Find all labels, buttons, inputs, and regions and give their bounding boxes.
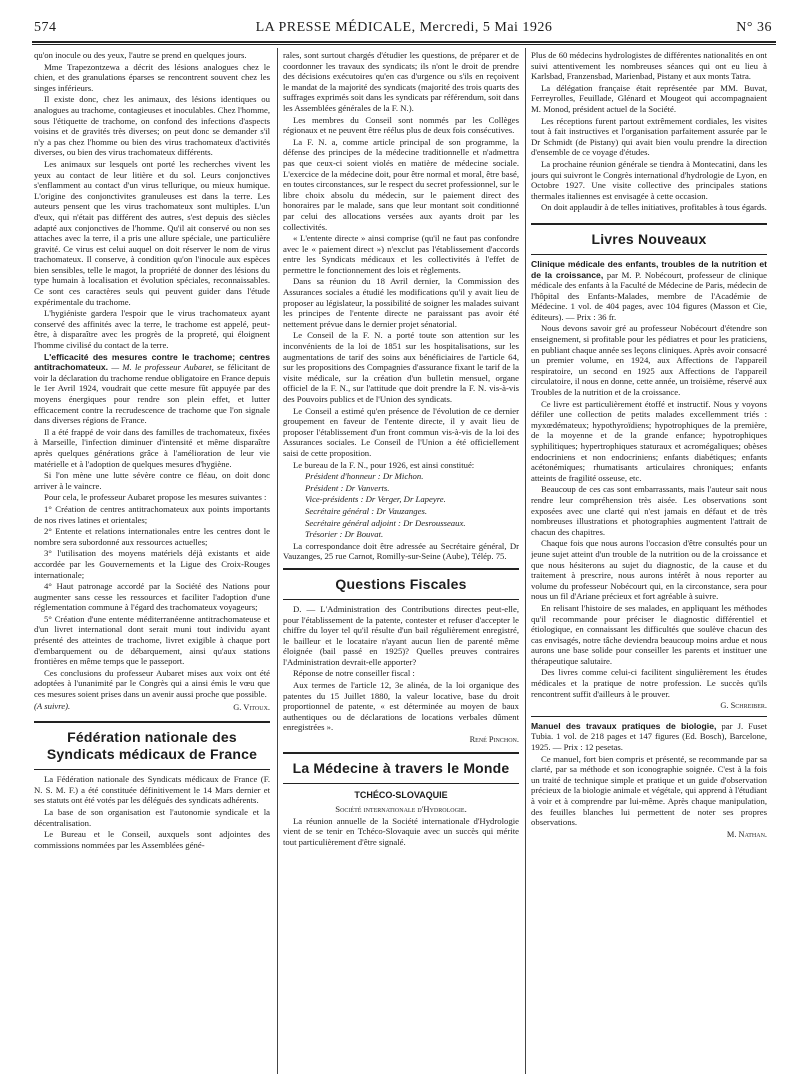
section-rule: [283, 752, 519, 754]
paragraph: Les animaux sur lesquels ont porté les recherches vivent les yeux au contact de leur litière et du sol. Leurs conjonctives s'enflamment au contact d'un virus tellurique, ou mieux humique. L'origine des conjonctivites granuleuses est dans la terre. Les auteurs pensent que les virus trachomateux sont multiples. L'un d'eux, qui n'était pas différent des autres, s'est depuis des siècles adapté aux conjonctives de l'homme. Qu'il ait conservé ou non ses attaches avec la terre, il a pris une allure spéciale, une particulière gravité. Ce virus est celui auquel on doit réserver le nom de virus trachomateux. Il conserve, à condition qu'on l'inocule aux espèces bien sensibles, telle le magot, la propriété de donner des lésions du type humain à localisation et évolution spéciales, reconnaissables. Ce sont ces caractères seuls qui peuvent guider dans l'étude expérimentale du trachome.: [34, 158, 270, 307]
paragraph: Mme Trapezontzewa a décrit des lésions analogues chez le chien, et des granulations éparses se rencontrent souvent chez les singes inférieurs.: [34, 61, 270, 93]
paragraph: La F. N. a, comme article principal de son programme, la défense des principes de la médecine traditionnelle et n'admettra pas que ceux-ci soient violés en matière de médecine sociale. L'exercice de la médecine doit, pour être normal et moral, être basé, en toutes circonstances, sur le respect du secret professionnel, sur le libre choix absolu du médecin, sur le paiement direct des honoraires par le malade, sans que leur montant soit conditionné par celui des allocations versées aux ayants droit par les collectivités.: [283, 136, 519, 232]
paragraph: Ces conclusions du professeur Aubaret mises aux voix ont été adoptées à l'unanimité par le Congrès qui a ainsi émis le vœu que ces mesures soient prises dans un avenir aussi proche que possible.: [34, 667, 270, 700]
header-rule-thin: [32, 44, 776, 45]
signature-line: [34, 701, 270, 716]
book-title: Manuel des travaux pratiques de biologie,: [531, 720, 717, 731]
column-divider-1: [277, 48, 278, 1074]
column-divider-2: [525, 48, 526, 1074]
paragraph: Ce livre est particulièrement étoffé et instructif. Nous y voyons défiler une collection de petits malades excellemment triés : myxœdémateux; hypothyroïdiens; hypotrophiques de la première, de la moyenne et de la grande enfance; hypotrophiques syphilitiques; hypertrophiques staturaux et acromégaliques; obèses endocriniens et non endocriniens; enfants diabétiques; enfants acétonémiques; rhumatisants articulaires chroniques; enfants atteints de fragilité osseuse, etc.: [531, 398, 767, 483]
paragraph: La correspondance doit être adressée au Secrétaire général, Dr Vauzanges, 25 rue Carnot, Romilly-sur-Seine (Aube), Télép. 75.: [283, 540, 519, 562]
book-entry: [531, 721, 767, 753]
paragraph: Ce manuel, fort bien compris et présenté, se recommande par sa clarté, par sa méthode et son iconographie soignée. C'est à la fois un traité de technique simple et pratique et un guide d'observation précieux de la biologie animale et végétale, qui apprend à l'étudiant à voir et à comprendre par lui-même. Après chaque manipulation, des feuilles blanches lui permettent de noter ses propres observations.: [531, 753, 767, 828]
paragraph: Réponse de notre conseiller fiscal :: [293, 668, 415, 679]
list-item: 4° Haut patronage accordé par la Société des Nations pour augmenter sans cesse les ressources et faciliter l'adoption d'une réglementation commune à l'égard des trachomateux voyageurs;: [34, 581, 270, 613]
author-mention: — M. le professeur Aubaret,: [111, 362, 214, 373]
paragraph: La base de son organisation est l'autonomie syndicale et la décentralisation.: [34, 807, 270, 828]
page-number: 574: [34, 20, 57, 35]
paragraph: La délégation française était représentée par MM. Buvat, Ferreyrolles, Feuillade, Glénard et Mougeot qui accompagnaient M. Monod, président actuel de la Société.: [531, 82, 767, 114]
section-rule: [283, 783, 519, 784]
paragraph: Des livres comme celui-ci facilitent singulièrement les études médicales et la pratique de notre profession. Le succès qu'ils rencontrent suffit d'ailleurs à le prouver.: [531, 667, 767, 699]
paragraph: « L'entente directe » ainsi comprise (qu'il ne faut pas confondre avec le « paiement direct ») n'exclut pas l'établissement d'accords entre les Syndicats médicaux et les collectivités à l'effet de permettre le fonctionnement des lois et règlements.: [283, 233, 519, 275]
list-item: 3° l'utilisation des moyens matériels déjà existants et aide accordée par les Gouvernements et la Ligue des Croix-Rouges internationale;: [34, 548, 270, 580]
subsection-title: L'efficacité des mesures contre le trachome; centres antitrachomateux.: [34, 351, 270, 373]
author-signature: M. Nathan.: [726, 829, 767, 839]
column-1: [34, 50, 270, 1070]
section-title: Questions Fiscales: [335, 575, 467, 592]
paragraph: Plus de 60 médecins hydrologistes de différentes nationalités en ont suivi attentivement les nombreuses séances qui ont eu lieu à Karlsbad, Franzensbad, Marienbad, Pistany et aux monts Tatra.: [531, 50, 767, 82]
paragraph: qu'on inocule ou des yeux, l'autre se prend en quelques jours.: [34, 50, 247, 60]
paragraph-text: se félicitant de voir la déclaration du trachome rendue obligatoire en France depuis le 1er Avril 1924, voudrait que cette mesure fût appuyée par des moyens énergiques pour rendre son plein effet, et lutter efficacement contre la recrudescence de trachome que l'on signale dans diverses régions de France.: [34, 362, 270, 426]
column-2: [283, 50, 519, 1070]
bureau-member: Secrétaire général : Dr Vauzanges.: [305, 505, 428, 516]
paragraph: Le Conseil a estimé qu'en présence de l'évolution de ce dernier groupement en faveur de l'entente directe, il y avait lieu de proposer l'établissement d'un front commun vis-à-vis de la loi des Assurances sociales. Le Conseil de l'Union a été officiellement saisi de cette proposition.: [283, 405, 519, 458]
bureau-member: Trésorier : Dr Bouvat.: [305, 529, 384, 540]
section-rule: [283, 568, 519, 570]
list-item: 5° Création d'une entente méditerranéenne antitrachomateuse et d'un livret international dont serait muni tout individu ayant présenté des atteintes de trachome, livret exigible à chaque port d'embarquement ou de débarquement, ainsi qu'aux stations frontières en même temps que le passeport.: [34, 613, 270, 667]
paragraph: L'hygiéniste gardera l'espoir que le virus trachomateux ayant conservé des affinités avec la terre, le trachome est appelé, peut-être, à disparaître avec les progrès de la propreté, qui éloignent l'homme civilisé du contact de la terre.: [34, 308, 270, 351]
author-signature: G. Vitoux.: [233, 702, 270, 712]
paragraph: Le Conseil de la F. N. a porté toute son attention sur les inconvénients de la loi de 1851 sur les hospitalisations, sur les augmentations de tarif des soins aux bénéficiaires de l'article 64, sur les propositions des Compagnies d'assurance fixant le tarif de la visite médicale, sur la création d'un bulletin mensuel, organe officiel de la F. N., sur l'attitude que doit prendre la F. N. vis-à-vis des Pouvoirs publics et de l'Union des syndicats.: [283, 330, 519, 404]
paragraph: Le Bureau et le Conseil, auxquels sont adjointes des commissions nommées par les Assemblées géné-: [34, 829, 270, 850]
paragraph: En relisant l'histoire de ses malades, en appliquant les méthodes qu'il recommande pour préciser le diagnostic différentiel et étiologique, en connaissant les difficultés que soulève chacun des cas envisagés, notre tâche deviendra beaucoup moins ardue et nous aurons une base solide pour conseiller les parents et instituer une thérapeutique salutaire.: [531, 602, 767, 666]
paragraph: Nous devons savoir gré au professeur Nobécourt d'étendre son enseignement, si profitable pour les pédiatres et pour les praticiens, en publiant chaque année ses leçons cliniques. Après avoir consacré un premier volume, en 1924, aux Affections de l'appareil respiratoire, un second en 1925 aux Affections de l'appareil circulatoire, il nous en donne, cette année, un troisième, réservé aux Troubles de la nutrition et de la croissance.: [531, 323, 767, 398]
section-title: Fédération nationale des Syndicats médicaux de France: [46, 729, 258, 763]
paragraph: Les réceptions furent partout extrêmement cordiales, les visites tout à fait instructives et l'organisation parfaitement assurée par le Dr Schmidt (de Pistany) qui avait bien voulu prendre la direction d'ensemble de ce voyage d'études.: [531, 115, 767, 158]
section-rule: [531, 223, 767, 225]
to-be-continued: (A suivre).: [34, 700, 71, 711]
society-heading: Société internationale d'Hydrologie.: [335, 804, 467, 815]
column-3: [531, 50, 767, 1070]
paragraph: Si l'on mène une lutte sévère contre ce fléau, on doit donc arriver à le vaincre.: [34, 470, 270, 491]
paragraph: Beaucoup de ces cas sont embarrassants, mais l'auteur sait nous rendre leur compréhension très aisée. Les observations sont exposées avec une clarté qui n'est jamais en défaut et de très nombreuses illustrations et photographies augmentent l'attrait de chacun des chapitres.: [531, 484, 767, 537]
header-rule: [32, 41, 776, 43]
bureau-member: Président : Dr Vanverts.: [305, 482, 390, 493]
paragraph: Il a été frappé de voir dans des familles de trachomateux, fixées à Marseille, l'infection diminuer d'intensité et même disparaître après quelques générations grâce à l'amélioration de leur vie matérielle et à l'adoption de quelques mesures d'hygiène.: [34, 426, 270, 469]
page-header: [32, 18, 776, 40]
paragraph: La prochaine réunion générale se tiendra à Montecatini, dans les jours qui suivront le Congrès international d'hydrologie de Lyon, en Octobre 1927. Une visite collective des principales stations thermales italiennes est envisagée à cette occasion.: [531, 158, 767, 201]
paragraph: Le bureau de la F. N., pour 1926, est ainsi constitué:: [293, 459, 475, 470]
paragraph: Aux termes de l'article 12, 3e alinéa, de la loi organique des patentes du 15 Juillet 1880, la valeur locative, base du droit proportionnel de patente, « est déterminée au moyen de baux authentiques ou de déclarations de locations verbales dûment enregistrées ».: [283, 680, 519, 733]
issue-number: N° 36: [736, 20, 772, 35]
paragraph: On doit applaudir à de telles initiatives, profitables à tous égards.: [541, 202, 767, 213]
bureau-member: Président d'honneur : Dr Michon.: [305, 471, 424, 482]
section-rule: [531, 716, 767, 717]
author-signature: René Pinchon.: [469, 735, 519, 745]
paragraph: Les membres du Conseil sont nommés par les Collèges régionaux et ne peuvent être réélus plus de deux fois consécutives.: [283, 114, 519, 136]
bureau-member: Vice-présidents : Dr Verger, Dr Lapeyre.: [305, 494, 446, 505]
book-title: Clinique médicale des enfants, troubles de la nutrition et de la croissance,: [531, 258, 767, 280]
journal-title: LA PRESSE MÉDICALE, Mercredi, 5 Mai 1926: [255, 20, 553, 35]
section-title: Livres Nouveaux: [591, 230, 707, 247]
paragraph: D. — L'Administration des Contributions directes peut-elle, pour l'établissement de la patente, contester et refuser d'accepter le chiffre du loyer tel qu'il résulte d'un bail régulièrement enregistré, le bailleur et le locataire n'ayant aucun lien de parenté même éloignée (bail passé en 1925)? Quelles preuves contraires l'Administration devrait-elle apporter?: [283, 603, 519, 667]
country-heading: TCHÉCO-SLOVAQUIE: [354, 789, 448, 800]
section-rule: [34, 721, 270, 723]
paragraph: rales, sont surtout chargés d'étudier les questions, de préparer et de coordonner les travaux des syndicats; ils n'ont le droit de prendre des décisions exécutoires qu'en cas d'urgence ou s'ils en reçoivent le mandat de la majorité des syndicats (majorité des trois quarts des suffrages exprimés soit dans les syndicats par référendum, soit dans les Assemblées générales de la F. N.).: [283, 50, 519, 113]
section-title: La Médecine à travers le Monde: [292, 759, 510, 776]
book-reference: par J. Fuset Tubia. 1 vol. de 218 pages et 147 figures (Ed. Bosch), Barcelone, 1925. — Prix : 12 pesetas.: [531, 720, 767, 753]
section-rule: [34, 769, 270, 770]
list-item: 1° Création de centres antitrachomateux aux points importants de nos rives latines et orientales;: [34, 503, 270, 525]
paragraph: [34, 352, 270, 426]
section-rule: [283, 599, 519, 600]
section-rule: [531, 254, 767, 255]
list-item: 2° Entente et relations internationales entre les centres dont le nombre sera subordonné aux ressources actuelles;: [34, 526, 270, 547]
paragraph: Chaque fois que nous aurons l'occasion d'être consultés pour un jeune sujet atteint d'un trouble de la nutrition ou de la croissance et que nous hésiterons au sujet du diagnostic, de la cause et du traitement à prescrire, nous aurons intérêt à nous reporter au volume du professeur Nobécourt qui, en la circonstance, sera pour nous un fil d'Ariane précieux et fort agréable à suivre.: [531, 538, 767, 602]
paragraph: Pour cela, le professeur Aubaret propose les mesures suivantes :: [44, 492, 267, 503]
author-signature: G. Schreiber.: [720, 701, 767, 711]
paragraph: Il existe donc, chez les animaux, des lésions identiques ou analogues au trachome, contagieuses et inoculables. Chez l'homme, sous l'étiquette de trachome, on confond des infections d'aspects voisins et de gravités très diverses; on peut donc se demander s'il n'y a pas chez l'homme ou bien des virus trachomateux d'activités diverses, ou bien des virus trachomateux différents.: [34, 94, 270, 158]
paragraph: Dans sa réunion du 18 Avril dernier, la Commission des Assurances sociales a étudié les modifications qu'il y avait lieu de proposer au législateur, la possibilité de soigner les malades suivant les principes de l'entente directe ne paraissant pas avoir été nettement prévue dans le dernier projet sénatorial.: [283, 276, 519, 329]
book-entry: [531, 259, 767, 323]
paragraph: La Fédération nationale des Syndicats médicaux de France (F. N. S. M. F.) a été constituée définitivement le 14 Mars dernier et ses statuts ont été votés par les délégués des syndicats adhérents.: [34, 774, 270, 806]
book-reference: par M. P. Nobécourt, professeur de clinique médicale des enfants à la Faculté de Médecine de Paris, médecin de l'hôpital des Enfants-Malades, membre de l'Académie de Médecine. 1 vol. de 404 pages, avec 104 figures (Masson et Cie, éditeurs). — Prix : 36 fr.: [531, 269, 767, 322]
bureau-member: Secrétaire général adjoint : Dr Desrousseaux.: [305, 517, 466, 528]
paragraph: La réunion annuelle de la Société internationale d'Hydrologie vient de se tenir en Tchéco-Slovaquie avec un succès qui mérite tout particulièrement d'être signalé.: [283, 815, 519, 847]
